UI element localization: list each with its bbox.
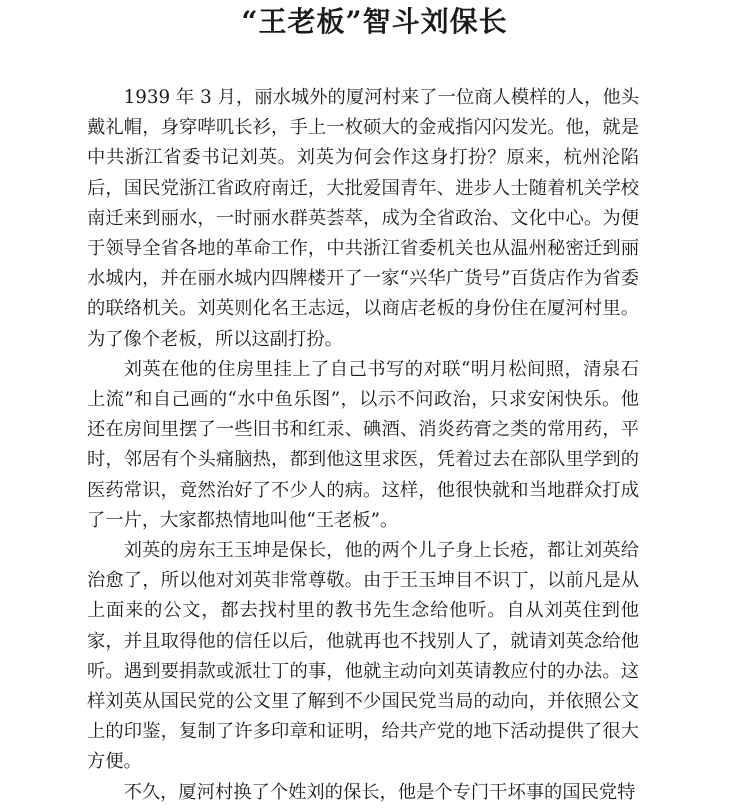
paragraph-1: 1939 年 3 月，丽水城外的厦河村来了一位商人模样的人，他头戴礼帽，身穿哔叽长衫，手上一枚硕大的金戒指闪闪发光。他，就是中共浙江省委书记刘英。刘英为何会作这身打扮？原来，杭州沦陷后，国民党浙江省政府南迁，大批爱国青年、进步人士随着机关学校南迁来到丽水，一时丽水群英荟萃，成为全省政治、文化中心。为便于领导全省各地的革命工作，中共浙江省委机关也从温州秘密迁到丽水城内，并在丽水城内四牌楼开了一家“兴华广货号”百货店作为省委的联络机关。刘英则化名王志远，以商店老板的身份住在厦河村里。为了像个老板，所以这副打扮。	[87, 87, 639, 350]
paragraph-2: 刘英在他的住房里挂上了自己书写的对联“明月松间照，清泉石上流”和自己画的“水中鱼乐图”，以示不问政治，只求安闲快乐。他还在房间里摆了一些旧书和红汞、碘酒、消炎药膏之类的常用药，平时，邻居有个头痛脑热，都到他这里求医，凭着过去在部队里学到的医药常识，竟然治好了不少人的病。这样，他很快就和当地群众打成了一片，大家都热情地叫他“王老板”。	[87, 358, 639, 531]
paragraph-4: 不久，厦河村换了个姓刘的保长，他是个专门干坏事的国民党特	[123, 781, 636, 803]
article-body	[87, 83, 639, 808]
article-title: “王老板”智斗刘保长	[241, 5, 508, 38]
paragraph-3: 刘英的房东王玉坤是保长，他的两个儿子身上长疮，都让刘英给治愈了，所以他对刘英非常尊敬。由于王玉坤目不识丁，以前凡是从上面来的公文，都去找村里的教书先生念给他听。自从刘英住到他家，并且取得他的信任以后，他就再也不找别人了，就请刘英念给他听。遇到要捐款或派壮丁的事，他就主动向刘英请教应付的办法。这样刘英从国民党的公文里了解到不少国民党当局的动向，并依照公文上的印鉴，复制了许多印章和证明，给共产党的地下活动提供了很大方便。	[87, 540, 639, 773]
